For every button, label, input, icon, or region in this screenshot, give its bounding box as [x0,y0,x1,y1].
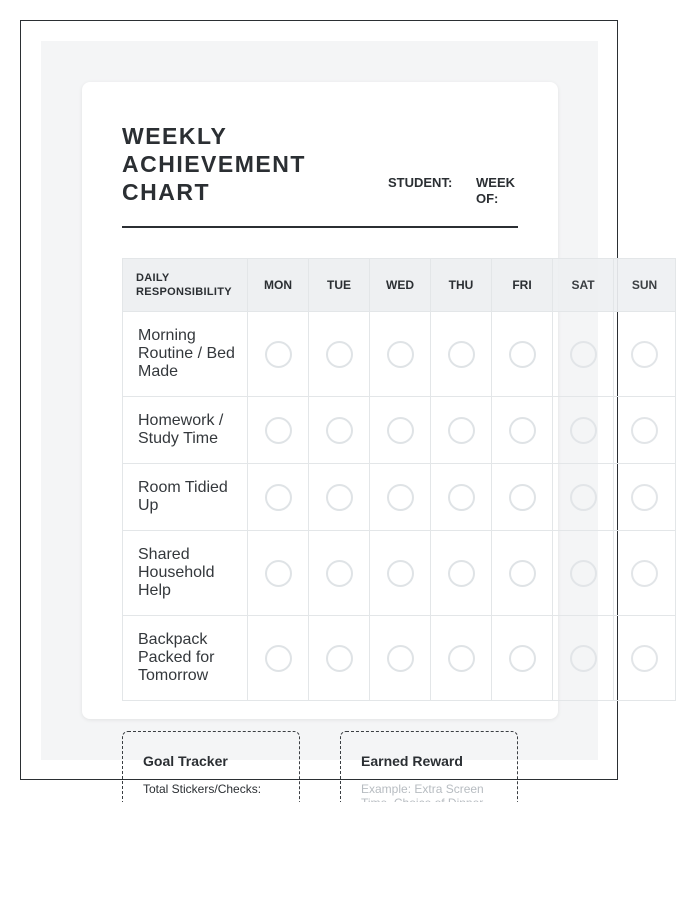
earned-reward-placeholder[interactable]: Example: Extra Screen [361,782,484,796]
check-circle[interactable] [631,560,658,587]
check-circle[interactable] [326,484,353,511]
check-circle[interactable] [326,560,353,587]
page-cutoff [0,802,700,900]
table-row [123,312,676,397]
check-circle[interactable] [387,560,414,587]
check-circle[interactable] [509,484,536,511]
earned-reward-box [340,731,518,811]
table-row [123,531,676,616]
check-circle[interactable] [448,484,475,511]
check-circle[interactable] [387,484,414,511]
total-stickers-label: Total Stickers/Checks: [143,782,262,796]
check-circle[interactable] [265,417,292,444]
goal-tracker-box [122,731,300,811]
table-header-row [123,259,676,312]
check-circle[interactable] [509,645,536,672]
table-row [123,397,676,464]
check-circle[interactable] [570,560,597,587]
earned-reward-title: Earned Reward [361,753,463,769]
check-circle[interactable] [265,484,292,511]
task-label: Morning Routine / Bed Made [123,312,248,397]
check-circle[interactable] [509,417,536,444]
student-label: STUDENT: [388,175,453,190]
check-circle[interactable] [570,341,597,368]
table-row [123,616,676,701]
header-day-thu: THU [431,259,492,312]
check-circle[interactable] [509,560,536,587]
check-circle[interactable] [387,341,414,368]
header-day-wed: WED [370,259,431,312]
header-day-mon: MON [248,259,309,312]
header-day-sat: SAT [553,259,614,312]
check-circle[interactable] [265,645,292,672]
goal-tracker-title: Goal Tracker [143,753,228,769]
check-circle[interactable] [265,341,292,368]
task-label: Shared Household Help [123,531,248,616]
check-circle[interactable] [570,417,597,444]
check-circle[interactable] [448,417,475,444]
check-circle[interactable] [631,341,658,368]
check-circle[interactable] [570,645,597,672]
task-label: Room Tidied Up [123,464,248,531]
check-circle[interactable] [631,417,658,444]
check-circle[interactable] [448,560,475,587]
header-day-fri: FRI [492,259,553,312]
check-circle[interactable] [631,484,658,511]
check-circle[interactable] [326,341,353,368]
week-of-label: WEEK OF: [476,175,515,206]
title-divider [122,226,518,228]
table-row [123,464,676,531]
check-circle[interactable] [448,341,475,368]
check-circle[interactable] [509,341,536,368]
chart-title: WEEKLY ACHIEVEMENT CHART [122,123,306,205]
check-circle[interactable] [326,417,353,444]
header-day-sun: SUN [614,259,676,312]
check-circle[interactable] [448,645,475,672]
check-circle[interactable] [265,560,292,587]
check-circle[interactable] [570,484,597,511]
achievement-table [122,258,676,701]
check-circle[interactable] [326,645,353,672]
task-label: Backpack Packed for Tomorrow [123,616,248,701]
check-circle[interactable] [387,645,414,672]
task-label: Homework / Study Time [123,397,248,464]
check-circle[interactable] [631,645,658,672]
check-circle[interactable] [387,417,414,444]
header-daily-responsibility: DAILY RESPONSIBILITY [123,259,248,312]
header-day-tue: TUE [309,259,370,312]
